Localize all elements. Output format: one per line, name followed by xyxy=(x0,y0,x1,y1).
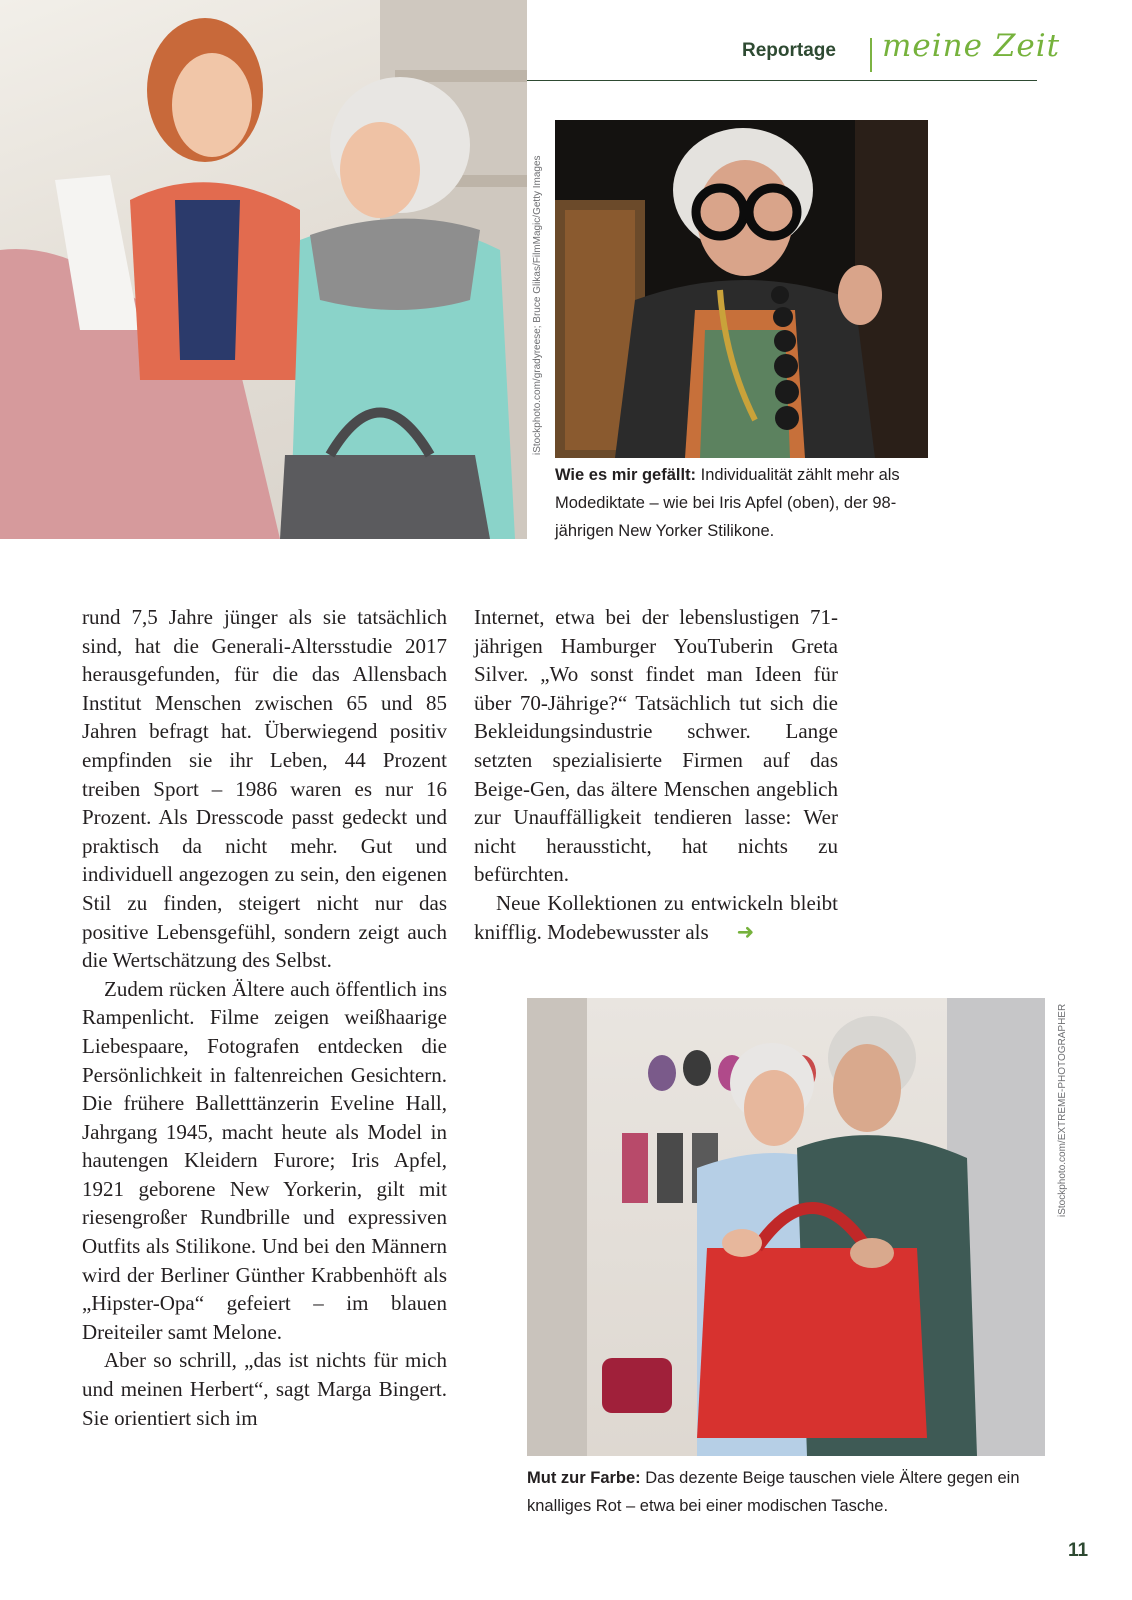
body-paragraph: Zudem rücken Ältere auch öffentlich ins Rampenlicht. Filme zeigen weißhaarige Liebespaare, Fotografen entdecken die Persönlichkeit in faltenreichen Gesichtern. Die frühere Balletttänzerin Eveline Hall, Jahrgang 1945, macht heute als Model in hautengen Kleidern Furore; Iris Apfel, 1921 geborene New Yorkerin, gilt mit riesengroßer Rundbrille und expressiven Outfits als Stilikone. Und bei den Männern wird der Berliner Günther Krabbenhöft als „Hipster-Opa“ gefeiert – im blauen Dreiteiler samt Melone. xyxy=(82,976,447,1344)
photo-iris-apfel xyxy=(555,120,928,458)
magazine-brand: meine Zeit xyxy=(882,28,1061,64)
header-rule xyxy=(527,80,1037,81)
body-paragraph: Aber so schrill, „das ist nichts für mich und meinen Herbert“, sagt Marga Bingert. Sie orientiert sich im xyxy=(82,1348,447,1430)
photo-credit-bottom: iStockphoto.com/EXTREME-PHOTOGRAPHER xyxy=(1057,1003,1068,1217)
body-column-right xyxy=(474,603,838,946)
body-paragraph-continued xyxy=(474,889,838,946)
caption-top-text: Individualität zählt mehr als Modediktate – wie bei Iris Apfel (oben), der 98-jährigen New Yorker Stilikone. xyxy=(555,466,900,540)
caption-top-lead: Wie es mir gefällt: xyxy=(555,466,697,484)
body-paragraph: Internet, etwa bei der lebenslustigen 71-jährigen Hamburger YouTuberin Greta Silver. „Wo sonst findet man Ideen für über 70-Jährige?“ Tatsächlich tut sich die Bekleidungsindustrie schwer. Lange setzten spezialisierte Firmen auf das Beige-Gen, das ältere Menschen angeblich zur Unauffälligkeit tendieren lasse: Wer nicht heraussticht, hat nichts zu befürchten. xyxy=(474,605,838,887)
arrow-right-icon: ➜ xyxy=(736,919,755,944)
photo-couple-red-bag xyxy=(527,998,1045,1456)
body-paragraph: rund 7,5 Jahre jünger als sie tatsächlich sind, hat die Generali-Altersstudie 2017 herausgefunden, für die das Allensbach Institut Menschen zwischen 65 und 85 Jahren befragt hat. Überwiegend positiv empfinden sie ihr Leben, 44 Prozent treiben Sport – 1986 waren es nur 16 Prozent. Als Dresscode passt gedeckt und praktisch da nicht mehr. Gut und individuell angezogen zu sein, den eigenen Stil zu finden, steigert nicht nur das positive Lebensgefühl, sondern zeigt auch die Wertschätzung des Selbst. xyxy=(82,605,447,973)
caption-bottom xyxy=(527,1464,1047,1520)
body-column-left xyxy=(82,603,447,1432)
caption-bottom-text: Das dezente Beige tauschen viele Ältere gegen ein knalliges Rot – etwa bei einer modischen Tasche. xyxy=(527,1469,1020,1515)
caption-top xyxy=(555,461,940,545)
photo-credit-top: iStockphoto.com/gradyreese; Bruce Glikas/FilmMagic/Getty Images xyxy=(532,155,543,455)
caption-bottom-lead: Mut zur Farbe: xyxy=(527,1469,641,1487)
section-label: Reportage xyxy=(742,40,836,61)
photo-shopping-women xyxy=(0,0,527,539)
header-divider xyxy=(870,38,872,72)
page-number: 11 xyxy=(1068,1540,1089,1561)
body-paragraph-text: Neue Kollektionen zu entwickeln bleibt knifflig. Modebewusster als xyxy=(474,890,838,944)
